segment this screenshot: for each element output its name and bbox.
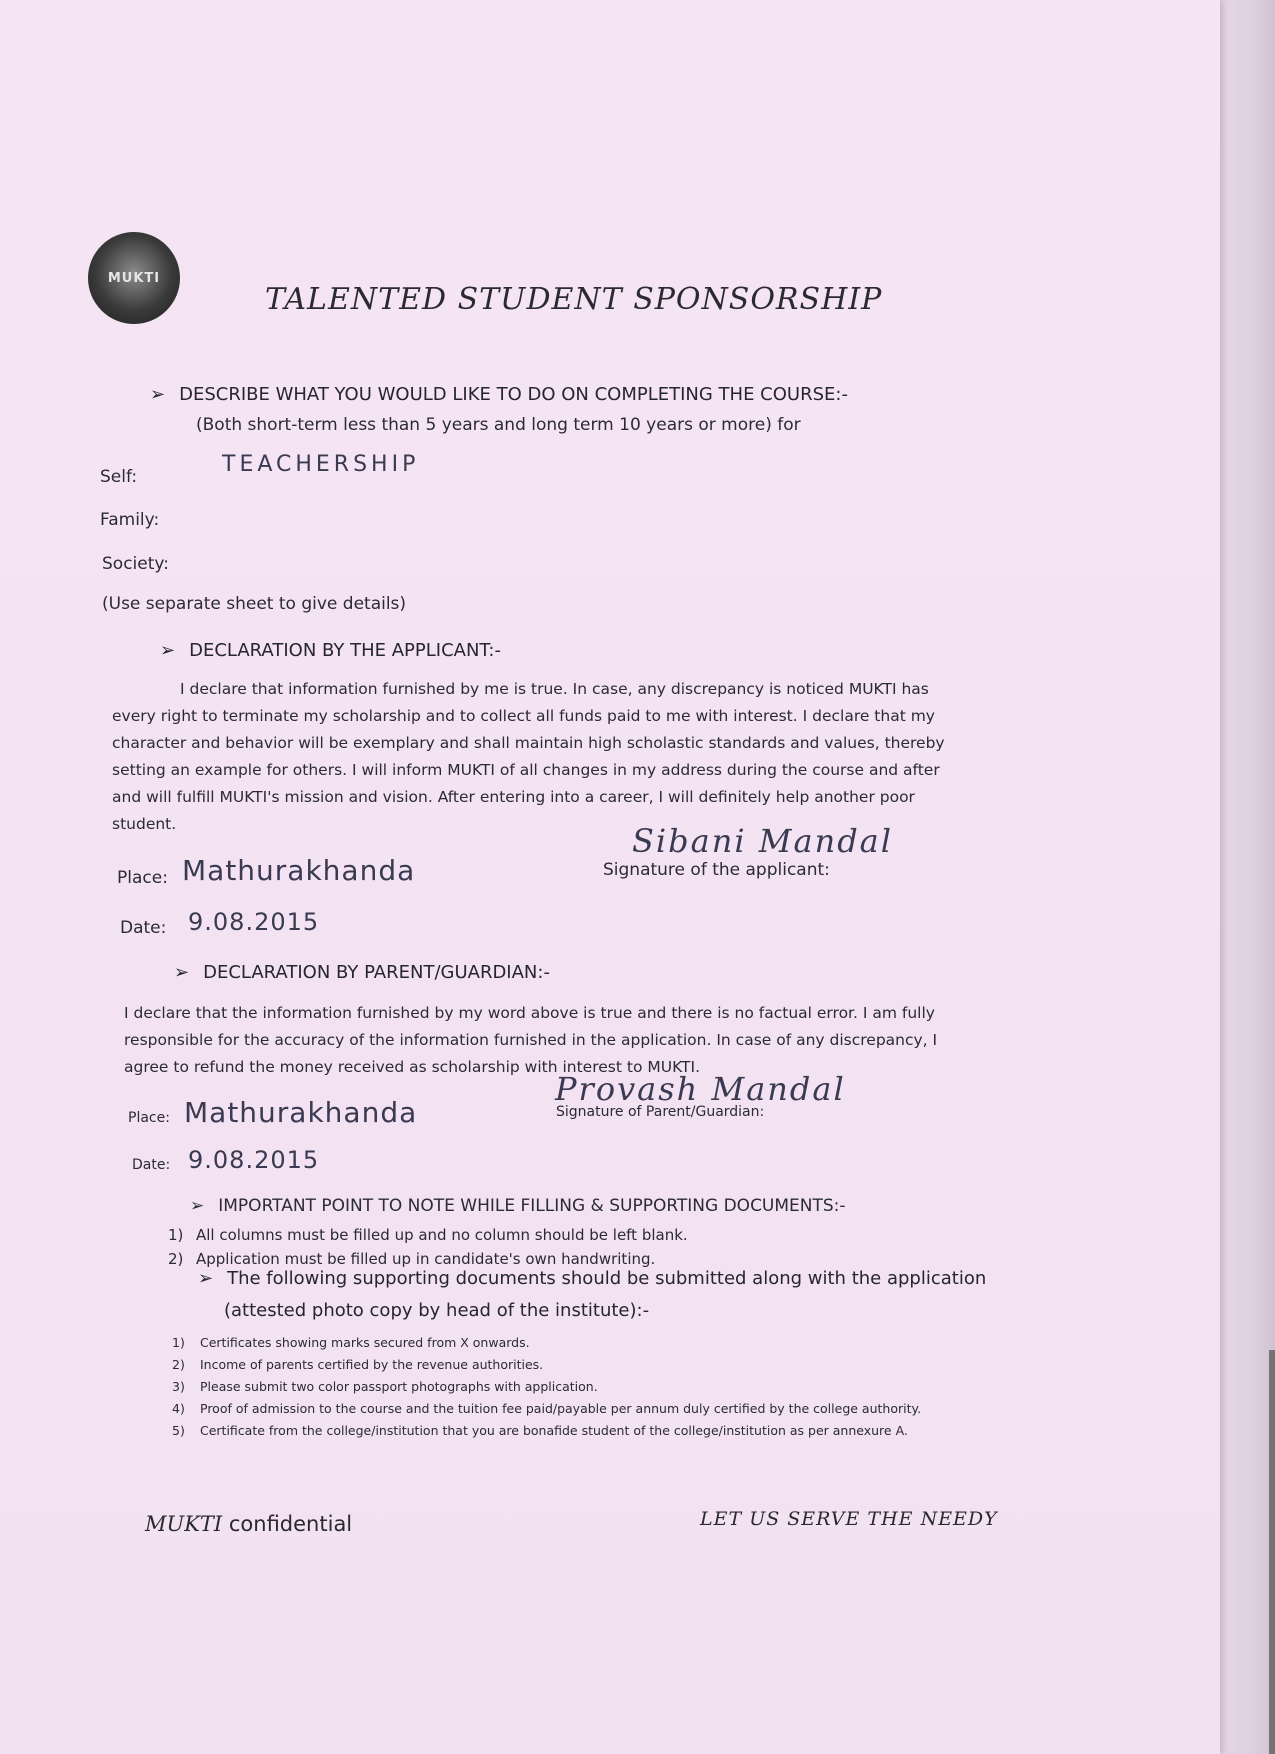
family-label: Family:	[100, 510, 160, 530]
applicant-signature-label: Signature of the applicant:	[603, 860, 830, 880]
self-label: Self:	[100, 467, 138, 487]
list-item: 2) Application must be filled up in candidate's own handwriting.	[168, 1250, 656, 1268]
list-item: 2) Income of parents certified by the revenue authorities.	[172, 1357, 544, 1372]
list-item: 5) Certificate from the college/institution that you are bonafide student of the college/institution as per annexure A.	[172, 1423, 908, 1438]
arrow-icon: ➢	[150, 384, 166, 405]
applicant-date-value[interactable]: 9.08.2015	[188, 908, 320, 936]
guardian-date-value[interactable]: 9.08.2015	[188, 1146, 320, 1174]
guardian-declaration-heading: ➢ DECLARATION BY PARENT/GUARDIAN:-	[174, 962, 550, 983]
separate-sheet-note: (Use separate sheet to give details)	[102, 594, 407, 614]
page-edge	[1220, 0, 1275, 1754]
guardian-signature[interactable]: Provash Mandal	[555, 1070, 846, 1108]
arrow-icon: ➢	[190, 1196, 205, 1216]
applicant-date-label: Date:	[120, 918, 167, 938]
list-item: 3) Please submit two color passport photographs with application.	[172, 1379, 598, 1394]
arrow-icon: ➢	[160, 640, 176, 661]
list-item: 4) Proof of admission to the course and the tuition fee paid/payable per annum duly certified by the college authority.	[172, 1401, 922, 1416]
footer-confidential: MUKTI confidential	[145, 1512, 353, 1536]
guardian-place-label: Place:	[128, 1110, 170, 1126]
arrow-icon: ➢	[198, 1268, 214, 1289]
describe-subheading: (Both short-term less than 5 years and long term 10 years or more) for	[196, 415, 801, 435]
describe-heading: ➢ DESCRIBE WHAT YOU WOULD LIKE TO DO ON COMPLETING THE COURSE:-	[150, 384, 848, 405]
page-title: TALENTED STUDENT SPONSORSHIP	[265, 282, 883, 317]
society-label: Society:	[102, 554, 169, 574]
important-points-list	[168, 1223, 688, 1271]
applicant-place-label: Place:	[117, 868, 168, 888]
guardian-date-label: Date:	[132, 1157, 171, 1173]
important-heading: ➢ IMPORTANT POINT TO NOTE WHILE FILLING & SUPPORTING DOCUMENTS:-	[190, 1196, 846, 1216]
supporting-docs-list	[172, 1332, 921, 1442]
mukti-logo: MUKTI	[88, 232, 180, 324]
self-value[interactable]: TEACHERSHIP	[222, 452, 420, 477]
arrow-icon: ➢	[174, 962, 190, 983]
list-item: 1) Certificates showing marks secured from X onwards.	[172, 1335, 530, 1350]
guardian-declaration-text: I declare that the information furnished by my word above is true and there is no factual error. I am fully responsible for the accuracy of the information furnished in the application. In case of any discrepancy, I agree to refund the money received as scholarship with interest to MUKTI.	[124, 1004, 938, 1076]
applicant-declaration-text: I declare that information furnished by me is true. In case, any discrepancy is noticed MUKTI has every right to terminate my scholarship and to collect all funds paid to me with interest. I declare that my character and behavior will be exemplary and shall maintain high scholastic standards and values, thereby setting an example for others. I will inform MUKTI of all changes in my address during the course and after and will fulfill MUKTI's mission and vision. After entering into a career, I will definitely help another poor student.	[112, 680, 945, 833]
supporting-docs-heading: ➢ The following supporting documents should be submitted along with the application	[198, 1268, 987, 1289]
list-item: 1) All columns must be filled up and no column should be left blank.	[168, 1226, 688, 1244]
applicant-signature[interactable]: Sibani Mandal	[632, 822, 893, 860]
footer-motto: LET US SERVE THE NEEDY	[700, 1508, 998, 1530]
supporting-docs-subheading: (attested photo copy by head of the institute):-	[224, 1300, 650, 1321]
guardian-place-value[interactable]: Mathurakhanda	[184, 1096, 418, 1129]
applicant-place-value[interactable]: Mathurakhanda	[182, 854, 416, 887]
applicant-declaration-heading: ➢ DECLARATION BY THE APPLICANT:-	[160, 640, 501, 661]
guardian-signature-label: Signature of Parent/Guardian:	[556, 1104, 765, 1120]
